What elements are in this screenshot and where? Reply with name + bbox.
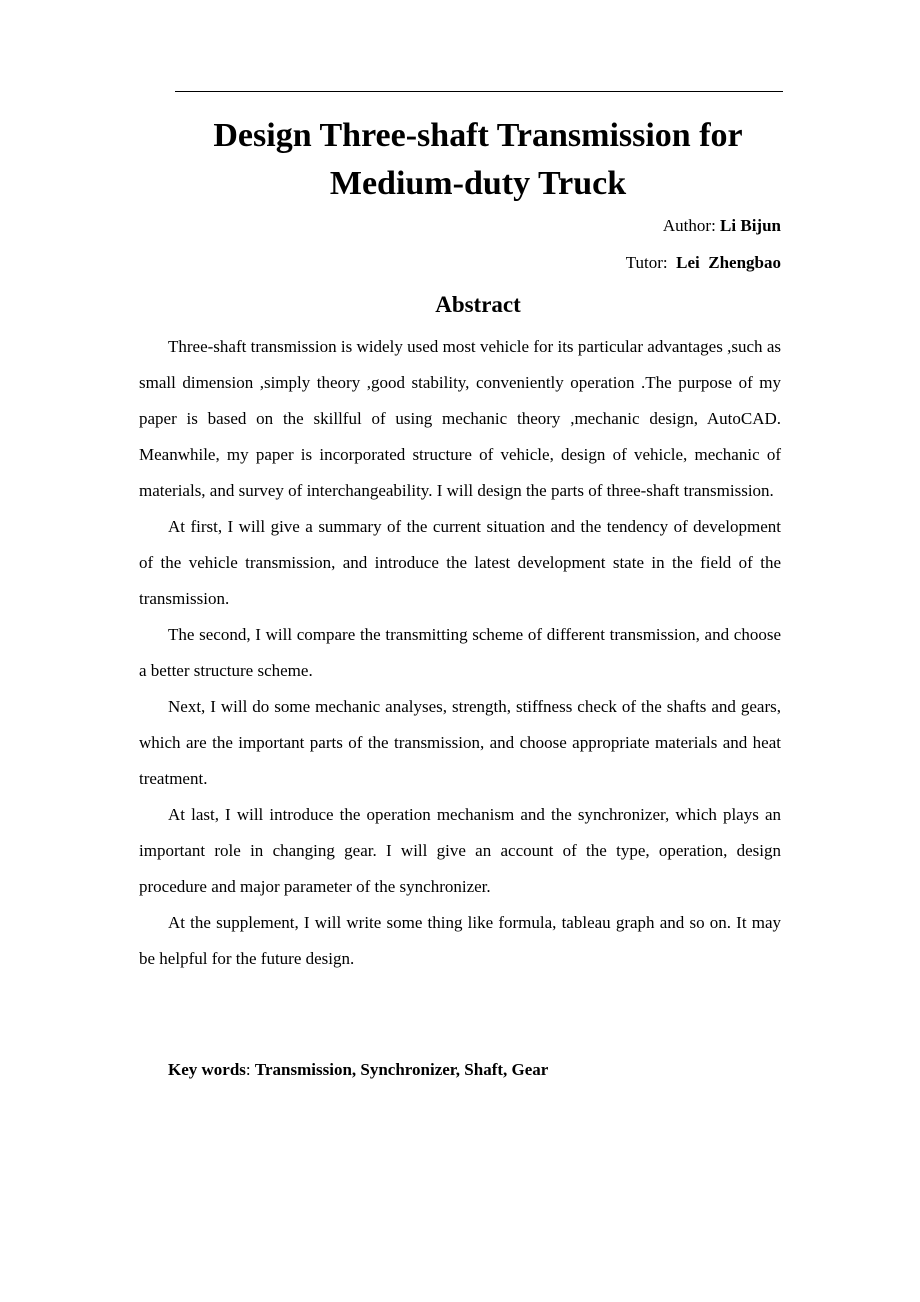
keywords-label: Key words [168, 1060, 246, 1079]
abstract-heading: Abstract [435, 292, 521, 317]
abstract-paragraph: Three-shaft transmission is widely used most vehicle for its particular advantages ,such as small dimension ,simply theory ,good stability, conveniently operation .The purpose of my paper is based on the skillful of using mechanic theory ,mechanic design, AutoCAD. Meanwhile, my paper is incorporated structure of vehicle, design of vehicle, mechanic of materials, and survey of interchangeability. I will design the parts of three-shaft transmission. [139, 337, 781, 500]
title-line-2: Medium-duty Truck [329, 165, 627, 202]
document-title [140, 112, 816, 208]
author-line [663, 214, 781, 238]
keywords-line [168, 1056, 548, 1084]
author-name: Li Bijun [720, 216, 781, 235]
abstract-paragraph: The second, I will compare the transmitting scheme of different transmission, and choose a better structure scheme. [139, 625, 781, 680]
author-label: Author: [662, 216, 716, 235]
abstract-body [139, 329, 781, 977]
tutor-label: Tutor: [625, 253, 668, 272]
abstract-paragraph: Next, I will do some mechanic analyses, strength, stiffness check of the shafts and gears, which are the important parts of the transmission, and choose appropriate materials and heat treatment. [139, 697, 781, 788]
tutor-line [626, 251, 781, 275]
keywords-separator: : [245, 1060, 251, 1079]
title-line-1: Design Three-shaft Transmission for [213, 117, 743, 154]
abstract-paragraph: At the supplement, I will write some thing like formula, tableau graph and so on. It may be helpful for the future design. [139, 913, 781, 968]
tutor-name: Lei Zhengbao [676, 253, 781, 272]
keywords-value: Transmission, Synchronizer, Shaft, Gear [254, 1060, 549, 1079]
abstract-paragraph: At last, I will introduce the operation mechanism and the synchronizer, which plays an important role in changing gear. I will give an account of the type, operation, design procedure and major parameter of the synchronizer. [139, 805, 781, 896]
abstract-paragraph: At first, I will give a summary of the current situation and the tendency of development of the vehicle transmission, and introduce the latest development state in the field of the transmission. [139, 517, 781, 608]
header-rule [175, 91, 783, 92]
